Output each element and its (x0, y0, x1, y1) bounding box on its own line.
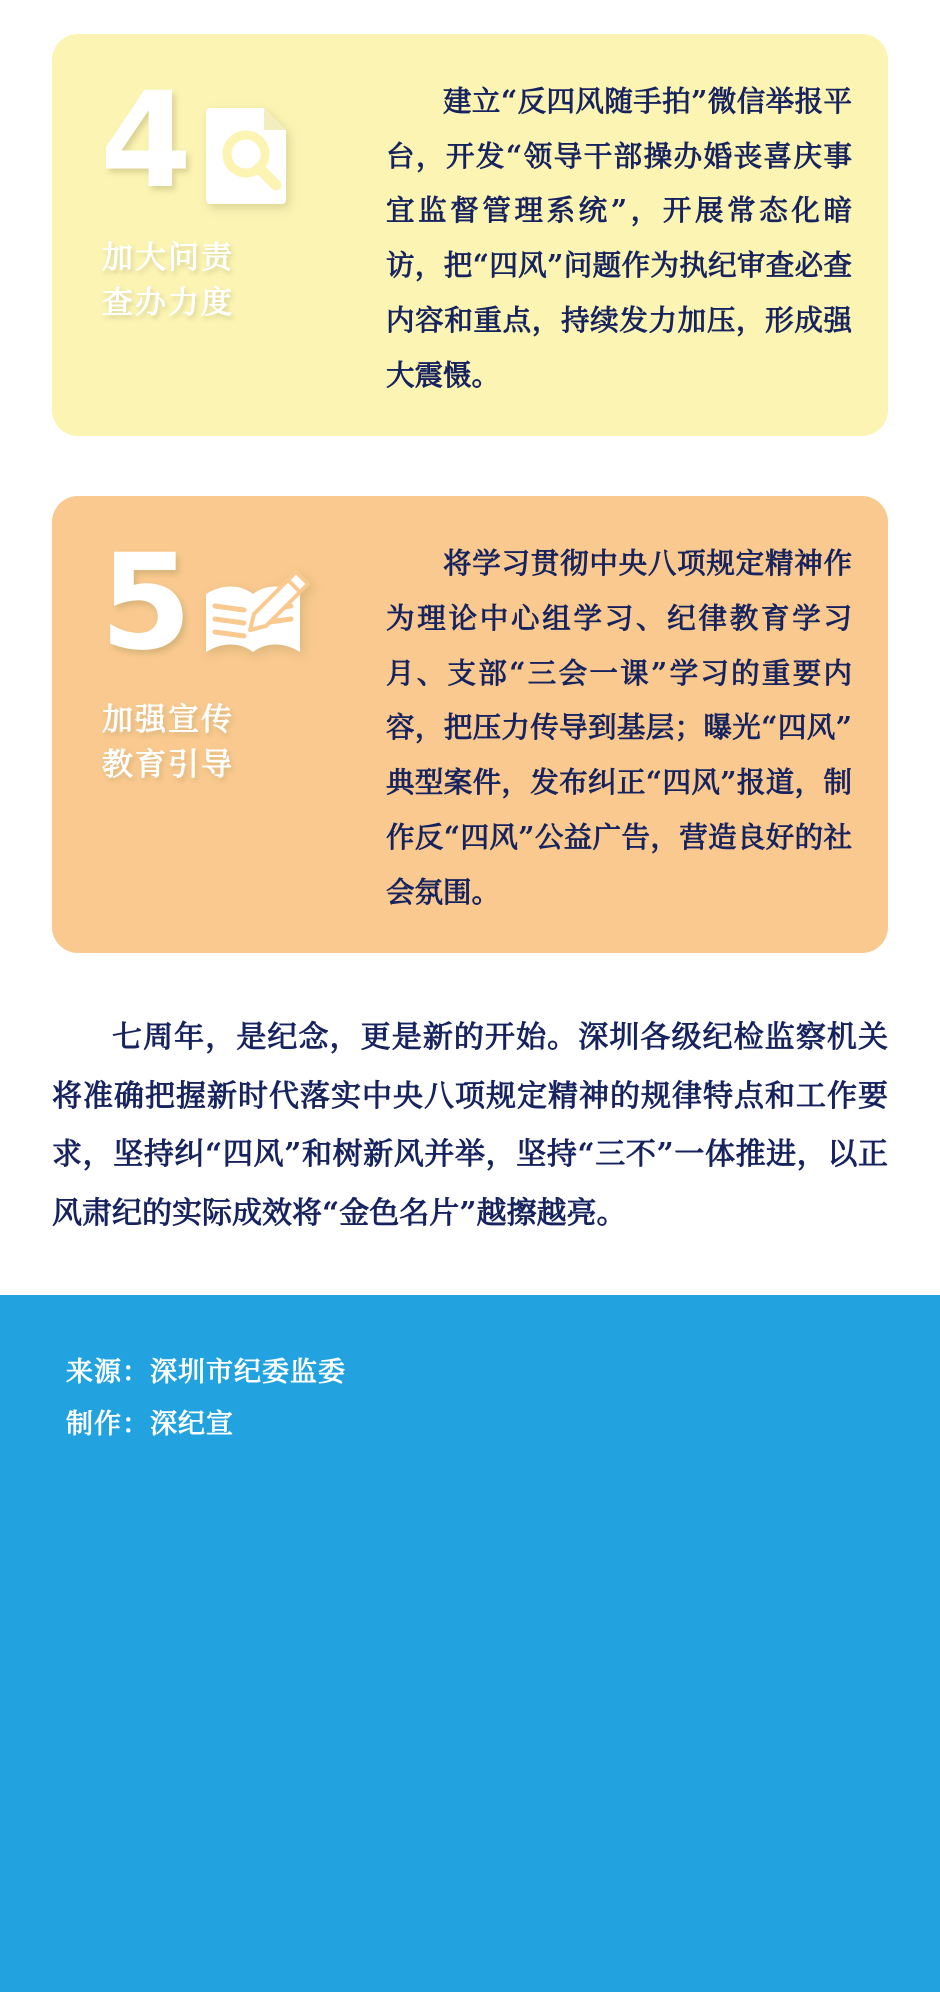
section-5-number-row (86, 526, 386, 690)
section-number: 5 (100, 526, 190, 681)
section-card-4 (52, 34, 888, 436)
section-4-left (86, 64, 386, 326)
section-subtitle-line2: 查办力度 (102, 284, 234, 321)
section-body: 将学习贯彻中央八项规定精神作为理论中心组学习、纪律教育学习月、支部“三会一课”学习的重要内容，把压力传导到基层；曝光“四风”典型案件，发布纠正“四风”报道，制作反“四风”公益广告，营造良好的社会氛围。 (386, 546, 852, 909)
footer-source: 来源：深圳市纪委监委 (66, 1357, 346, 1389)
section-subtitle (102, 698, 386, 788)
section-subtitle (102, 236, 386, 326)
section-card-5 (52, 496, 888, 953)
footer (0, 1295, 940, 1992)
section-4-number-row (86, 64, 386, 228)
section-subtitle-line2: 教育引导 (102, 747, 234, 784)
book-pencil-icon (200, 564, 296, 668)
section-body: 建立“反四风随手拍”微信举报平台，开发“领导干部操办婚丧喜庆事宜监督管理系统”，开展常态化暗访，把“四风”问题作为执纪审查必查内容和重点，持续发力加压，形成强大震慑。 (386, 84, 852, 392)
document-search-icon (200, 102, 296, 206)
section-5-left (86, 526, 386, 788)
section-subtitle-line1: 加强宣传 (102, 702, 234, 739)
section-number: 4 (100, 64, 190, 218)
section-subtitle-line1: 加大问责 (102, 240, 234, 276)
footer-producer: 制作：深纪宣 (66, 1408, 234, 1440)
closing-paragraph: 七周年，是纪念，更是新的开始。深圳各级纪检监察机关将准确把握新时代落实中央八项规定精神的规律特点和工作要求，坚持纠“四风”和树新风并举，坚持“三不”一体推进，以正风肃纪的实际成效将“金色名片”越擦越亮。 (52, 1020, 888, 1231)
